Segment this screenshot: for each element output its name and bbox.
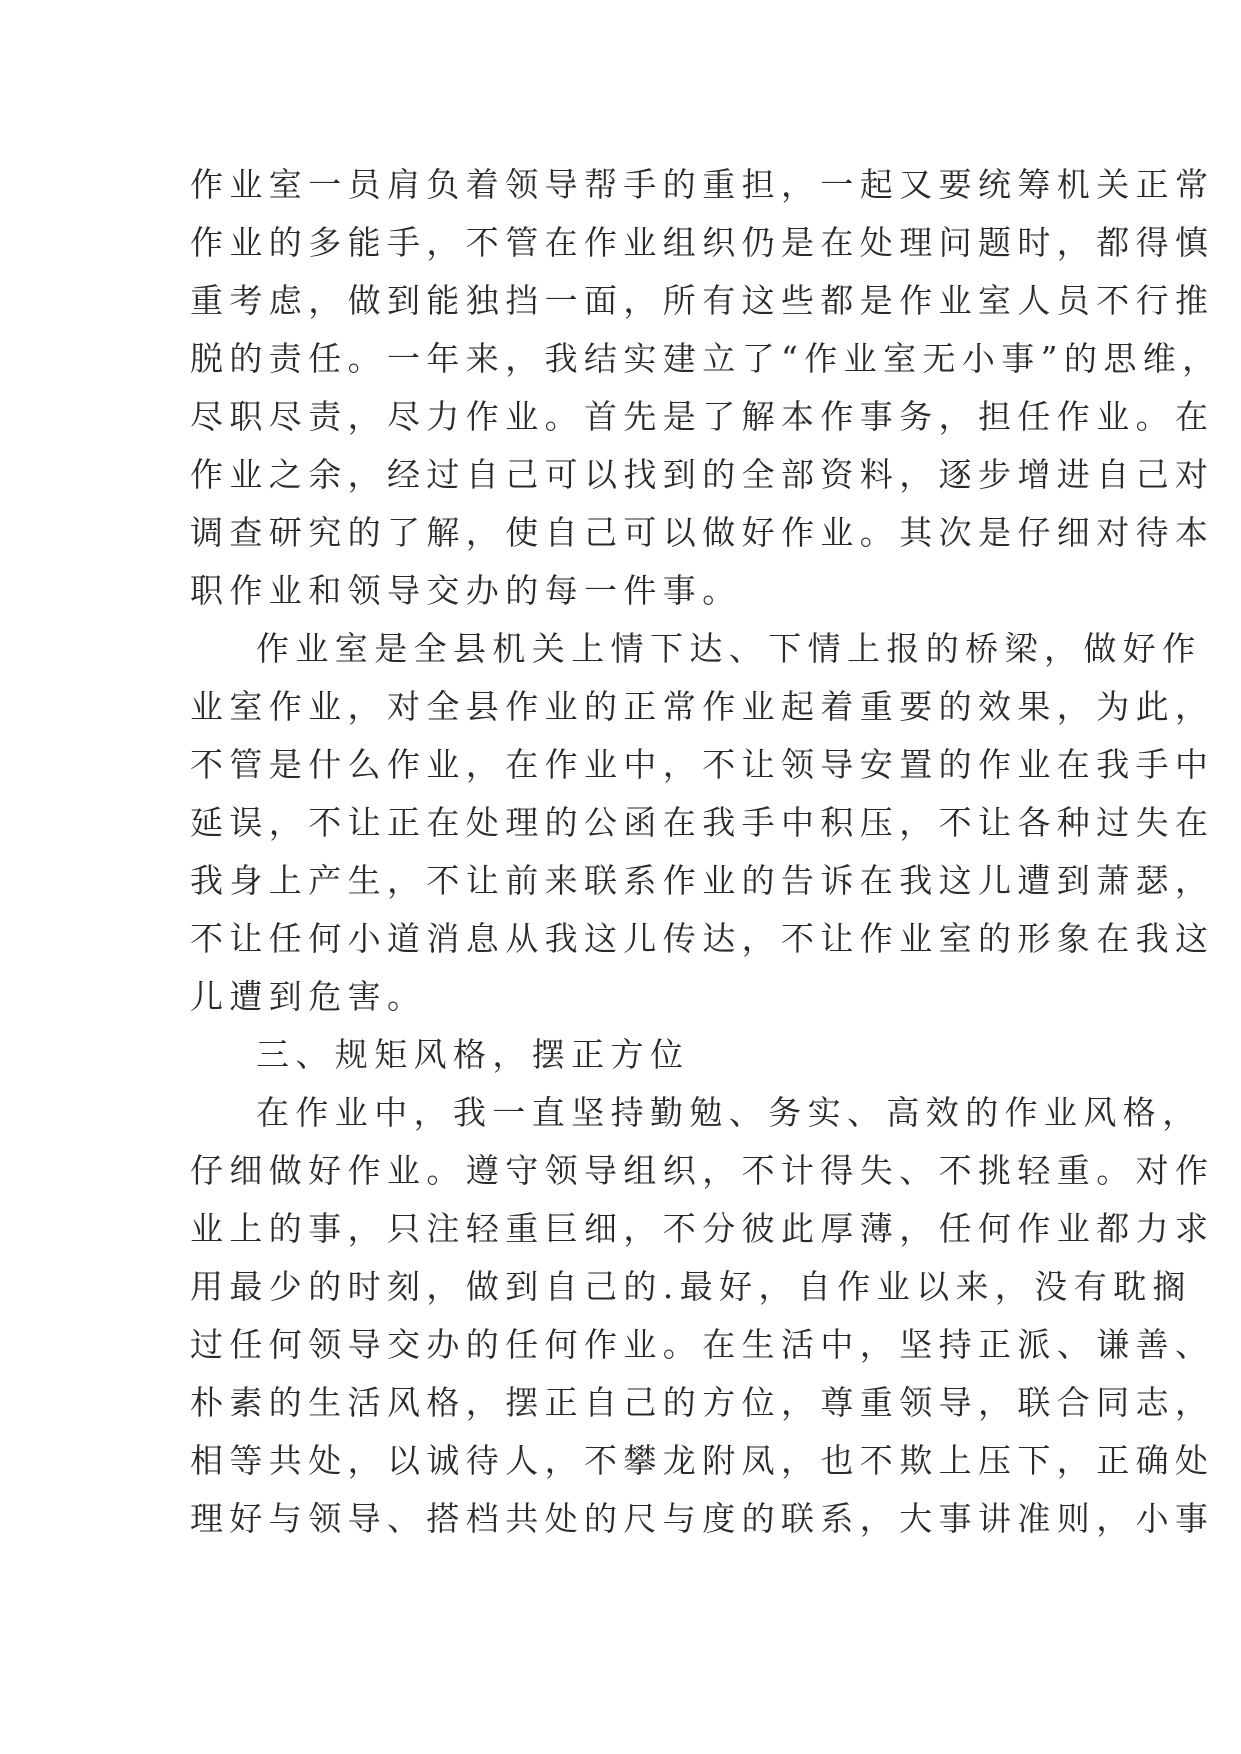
body-text-line: 过任何领导交办的任何作业。在生活中，坚持正派、谦善、 — [190, 1325, 1215, 1364]
body-text-line: 作业的多能手，不管在作业组织仍是在处理问题时，都得慎 — [190, 223, 1215, 262]
section-heading: 三、规矩风格，摆正方位 — [256, 1035, 690, 1074]
body-text-line: 重考虑，做到能独挡一面，所有这些都是作业室人员不行推 — [190, 281, 1215, 320]
body-text-line: 相等共处，以诚待人，不攀龙附凤，也不欺上压下，正确处 — [190, 1441, 1215, 1480]
body-text-line: 朴素的生活风格，摆正自己的方位，尊重领导，联合同志， — [190, 1383, 1215, 1422]
body-text-line: 延误，不让正在处理的公函在我手中积压，不让各种过失在 — [190, 803, 1215, 842]
body-text-line: 业上的事，只注轻重巨细，不分彼此厚薄，任何作业都力求 — [190, 1209, 1215, 1248]
body-text-line: 职作业和领导交办的每一件事。 — [190, 571, 742, 610]
body-text-line: 作业室一员肩负着领导帮手的重担，一起又要统筹机关正常 — [190, 165, 1215, 204]
body-text-line: 儿遭到危害。 — [190, 977, 427, 1016]
body-text-line: 不管是什么作业，在作业中，不让领导安置的作业在我手中 — [190, 745, 1215, 784]
body-text-line: 仔细做好作业。遵守领导组织，不计得失、不挑轻重。对作 — [190, 1151, 1215, 1190]
paragraph-first-line: 在作业中，我一直坚持勤勉、务实、高效的作业风格， — [256, 1093, 1202, 1132]
body-text-line: 作业之余，经过自己可以找到的全部资料，逐步增进自己对 — [190, 455, 1215, 494]
body-text-line: 用最少的时刻，做到自己的.最好，自作业以来，没有耽搁 — [190, 1267, 1192, 1306]
body-text-line: 理好与领导、搭档共处的尺与度的联系，大事讲准则，小事 — [190, 1499, 1215, 1538]
body-text-line: 尽职尽责，尽力作业。首先是了解本作事务，担任作业。在 — [190, 397, 1215, 436]
body-text-line: 调查研究的了解，使自己可以做好作业。其次是仔细对待本 — [190, 513, 1215, 552]
paragraph-first-line: 作业室是全县机关上情下达、下情上报的桥梁，做好作 — [256, 629, 1202, 668]
body-text-line: 我身上产生，不让前来联系作业的告诉在我这儿遭到萧瑟， — [190, 861, 1215, 900]
body-text-line: 脱的责任。一年来，我结实建立了“作业室无小事”的思维， — [190, 339, 1222, 378]
body-text-line: 业室作业，对全县作业的正常作业起着重要的效果，为此， — [190, 687, 1215, 726]
body-text-line: 不让任何小道消息从我这儿传达，不让作业室的形象在我这 — [190, 919, 1215, 958]
